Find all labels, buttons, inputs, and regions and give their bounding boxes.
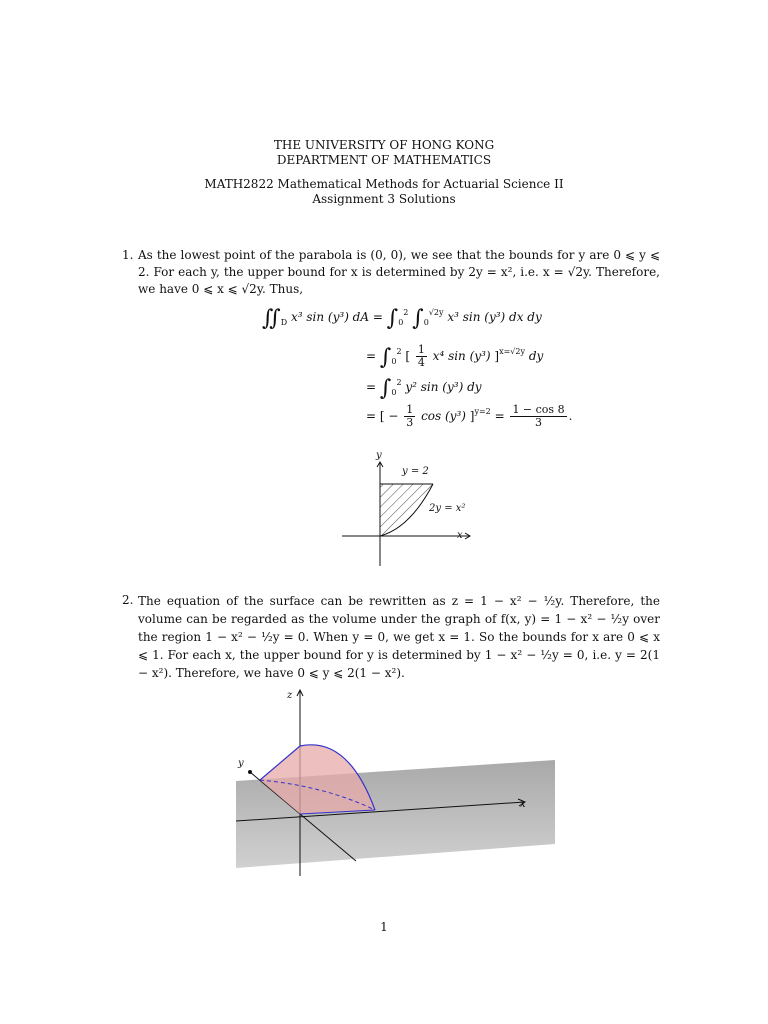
y-axis-3d-label: y (238, 758, 244, 769)
region-diagram (340, 448, 480, 568)
x-axis-3d-label: x (520, 799, 526, 810)
equation-line-1: $∬_D$ x³ sin (y³) dA = $\int_0^2$ $\int_0^{√2y}$ x³ sin (y³) dx dy (262, 306, 542, 331)
page-number: 1 (380, 920, 388, 934)
surface-3d-diagram (230, 686, 560, 886)
problem-1-number: 1. (122, 248, 134, 262)
shaded-region (380, 484, 433, 536)
assignment-title: Assignment 3 Solutions (312, 192, 456, 206)
university-name: THE UNIVERSITY OF HONG KONG (273, 138, 495, 152)
z-axis-label: z (287, 690, 293, 701)
equation-line-2: = $\int_0^2$ [ $\frac{1}{4}$ x⁴ sin (y³) ]$^{x=√2y}$ dy (366, 343, 544, 370)
curve-label: 2y = x² (429, 503, 466, 514)
x-axis-label: x (457, 530, 463, 541)
course-title: MATH2822 Mathematical Methods for Actuarial Science II (204, 177, 564, 191)
equation-line-3: = $\int_0^2$ y² sin (y³) dy (366, 376, 482, 401)
problem-2-number: 2. (122, 593, 134, 607)
y-axis-3d-end (248, 770, 252, 774)
problem-2-text: The equation of the surface can be rewritten as z = 1 − x² − ½y. Therefore, the volume can be regarded as the volume under the graph of f(x, y) = 1 − x² − ½y over the region 1 − x² − ½y = 0. When y = 0, we get x = 1. So the bounds for x are 0 ⩽ x ⩽ 1. For each x, the upper bound for y is determined by 1 − x² − ½y = 0, i.e. y = 2(1 − x²). Therefore, we have 0 ⩽ y ⩽ 2(1 − x²). (138, 594, 660, 680)
department-name: DEPARTMENT OF MATHEMATICS (276, 153, 492, 167)
equation-block (262, 300, 582, 440)
problem-1-text: As the lowest point of the parabola is (0, 0), we see that the bounds for y are 0 ⩽ y ⩽ 2. For each y, the upper bound for x is determined by 2y = x², i.e. x = √2y. Therefore, we have 0 ⩽ x ⩽ √2y. Thus, (138, 248, 660, 296)
line-label: y = 2 (402, 466, 429, 477)
equation-line-4: = [ − $\frac{1}{3}$ cos (y³) ]$^{y=2}$ = $\frac{1 - \cos 8}{3}$ . (366, 403, 573, 429)
y-axis-label: y (376, 450, 382, 461)
